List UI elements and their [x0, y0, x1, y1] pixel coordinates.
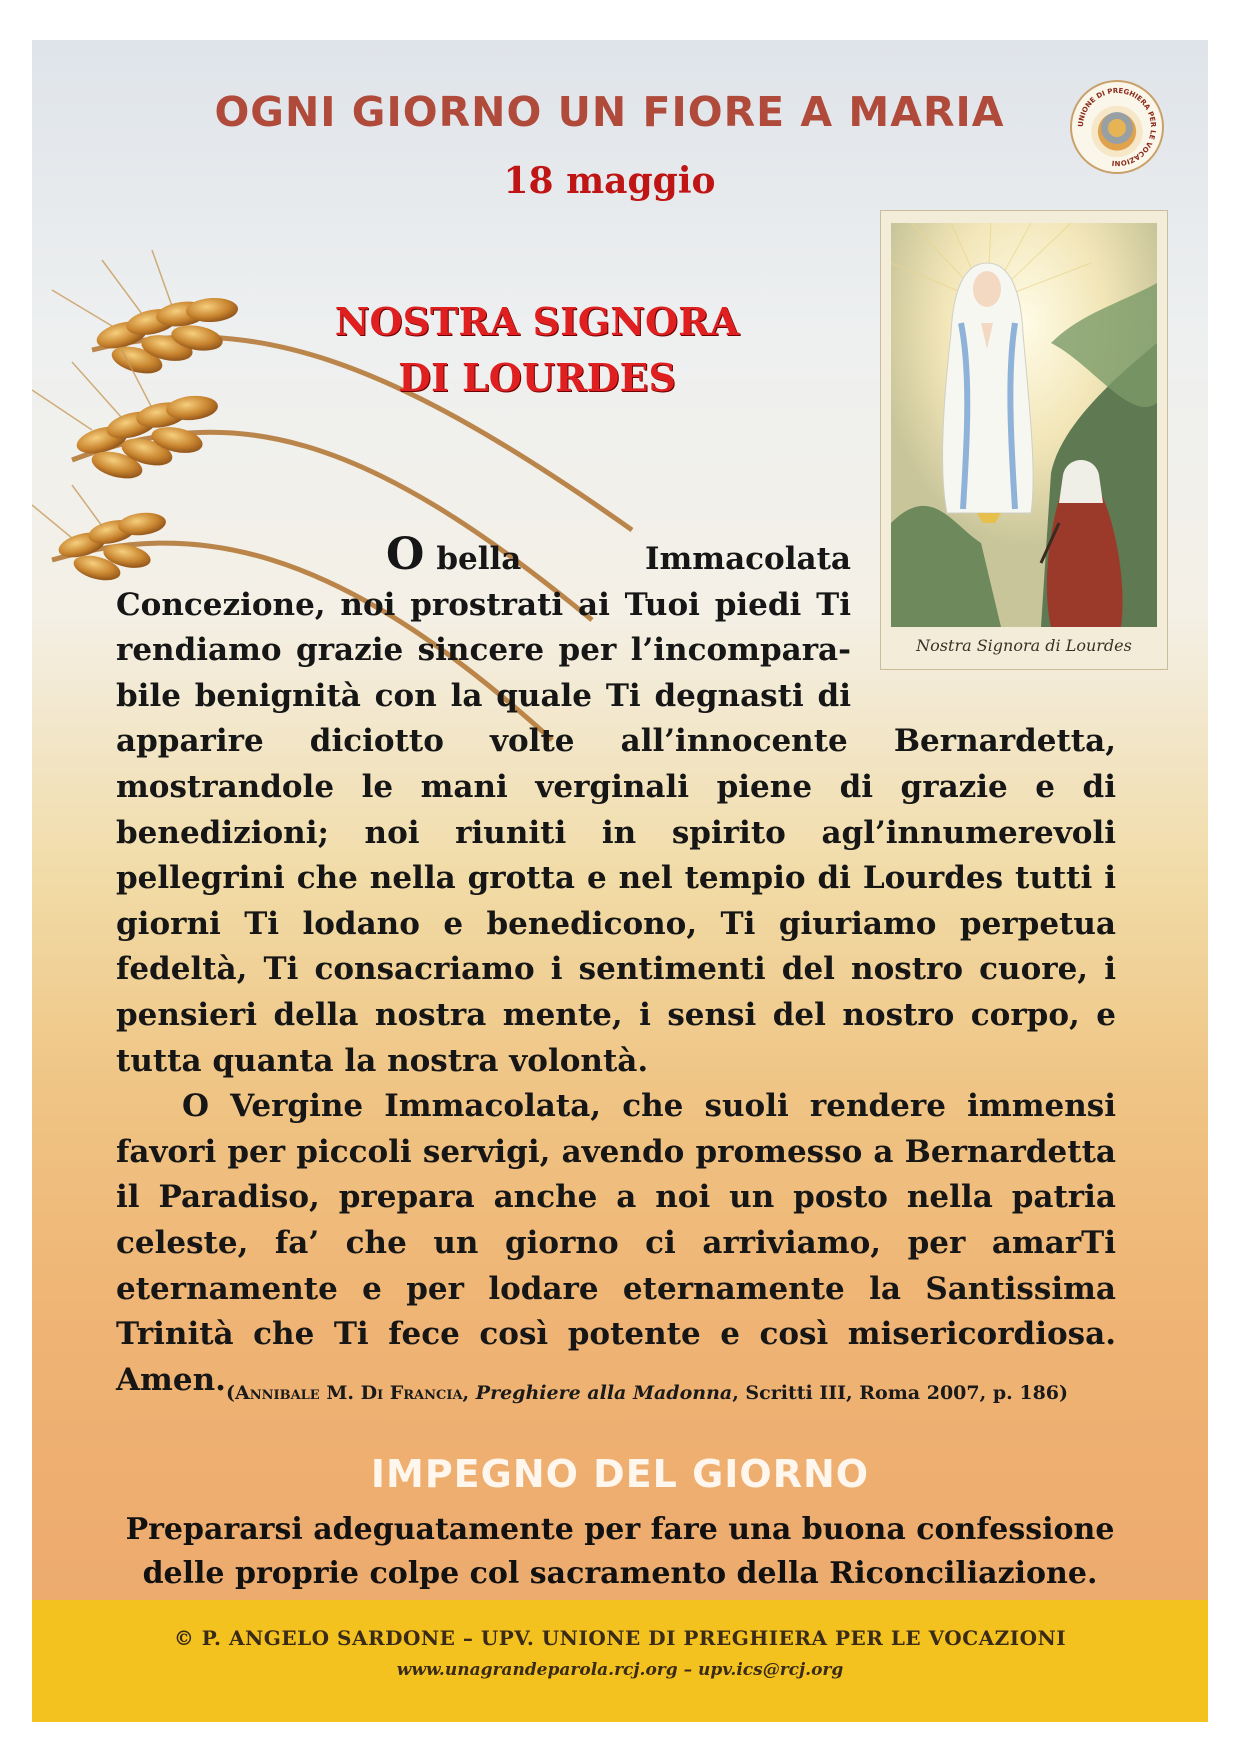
- feast-heading: [257, 294, 817, 406]
- page-title: OGNI GIORNO UN FIORE A MARIA: [214, 88, 1005, 136]
- prayer-paragraph-2: O Vergine Immacolata, che suoli rendere immensi favori per piccoli servigi, avendo promesso a Bernardetta il Paradiso, prepara anche a noi un posto nella patria celeste, fa’ che un giorno ci arriviamo, per amarTi eternamente e per lodare eternamente la Santissima Trinità che Ti fece così potente e così misericordiosa. Amen.: [116, 1088, 1116, 1398]
- feast-heading-line1: NOSTRA SIGNORA: [334, 299, 740, 344]
- citation-details: , Scritti III, Roma 2007, p. 186): [732, 1382, 1068, 1404]
- prayer-paragraph-1-rest: apparire diciotto volte all’innocente Bernardetta, mostrandole le mani verginali piene di grazie e di benedizioni; noi riuniti in spirito agl’innumerevoli pellegrini che nella grotta e nel tempio di Lourdes tutti i giorni Ti lodano e benedicono, Ti giuriamo perpetua fedeltà, Ti consacriamo i sentimenti del nostro cuore, i pensieri della nostra mente, i sensi del nostro corpo, e tutta quanta la nostra volontà.: [116, 723, 1116, 1079]
- citation: [182, 1382, 1112, 1404]
- footer-links: www.unagrandeparola.rcj.org – upv.ics@rcj.org: [396, 1660, 844, 1680]
- commitment-line-2: delle proprie colpe col sacramento della Riconciliazione.: [142, 1556, 1098, 1591]
- prayer-line-2: Concezione, noi prostrati ai Tuoi piedi Ti: [116, 586, 851, 623]
- citation-separator: ,: [462, 1382, 476, 1404]
- footer-credit: © P. ANGELO SARDONE – UPV. UNIONE DI PREGHIERA PER LE VOCAZIONI: [173, 1626, 1067, 1650]
- commitment-text: [102, 1508, 1138, 1596]
- commitment-line-1: Prepararsi adeguatamente per fare una buona confessione: [125, 1512, 1115, 1547]
- footer-band: [32, 1600, 1208, 1722]
- prayer-line-1: bella Immacolata: [436, 541, 851, 577]
- citation-open: (: [226, 1382, 235, 1404]
- prayer-card: [32, 40, 1208, 1722]
- prayer-line-3: rendiamo grazie sincere per l’incompara-: [116, 632, 851, 669]
- seal-text: UNIONE DI PREGHIERA PER LE VOCAZIONI: [1076, 86, 1158, 168]
- citation-author: Annibale M. Di Francia: [235, 1382, 463, 1404]
- prayer-paragraph-1-intro: [116, 529, 851, 719]
- upv-seal-logo: [1070, 80, 1164, 174]
- prayer-first-line: [116, 529, 851, 583]
- picture-caption: Nostra Signora di Lourdes: [916, 636, 1132, 655]
- prayer-initial: O: [386, 529, 425, 580]
- prayer-text: [116, 529, 1116, 1403]
- feast-heading-line2: DI LOURDES: [398, 355, 676, 400]
- prayer-line-4: bile benignità con la quale Ti degnasti di: [116, 677, 851, 714]
- date-label: 18 maggio: [503, 160, 716, 202]
- commitment-heading: IMPEGNO DEL GIORNO: [370, 1452, 870, 1496]
- citation-work: Preghiere alla Madonna: [475, 1382, 733, 1404]
